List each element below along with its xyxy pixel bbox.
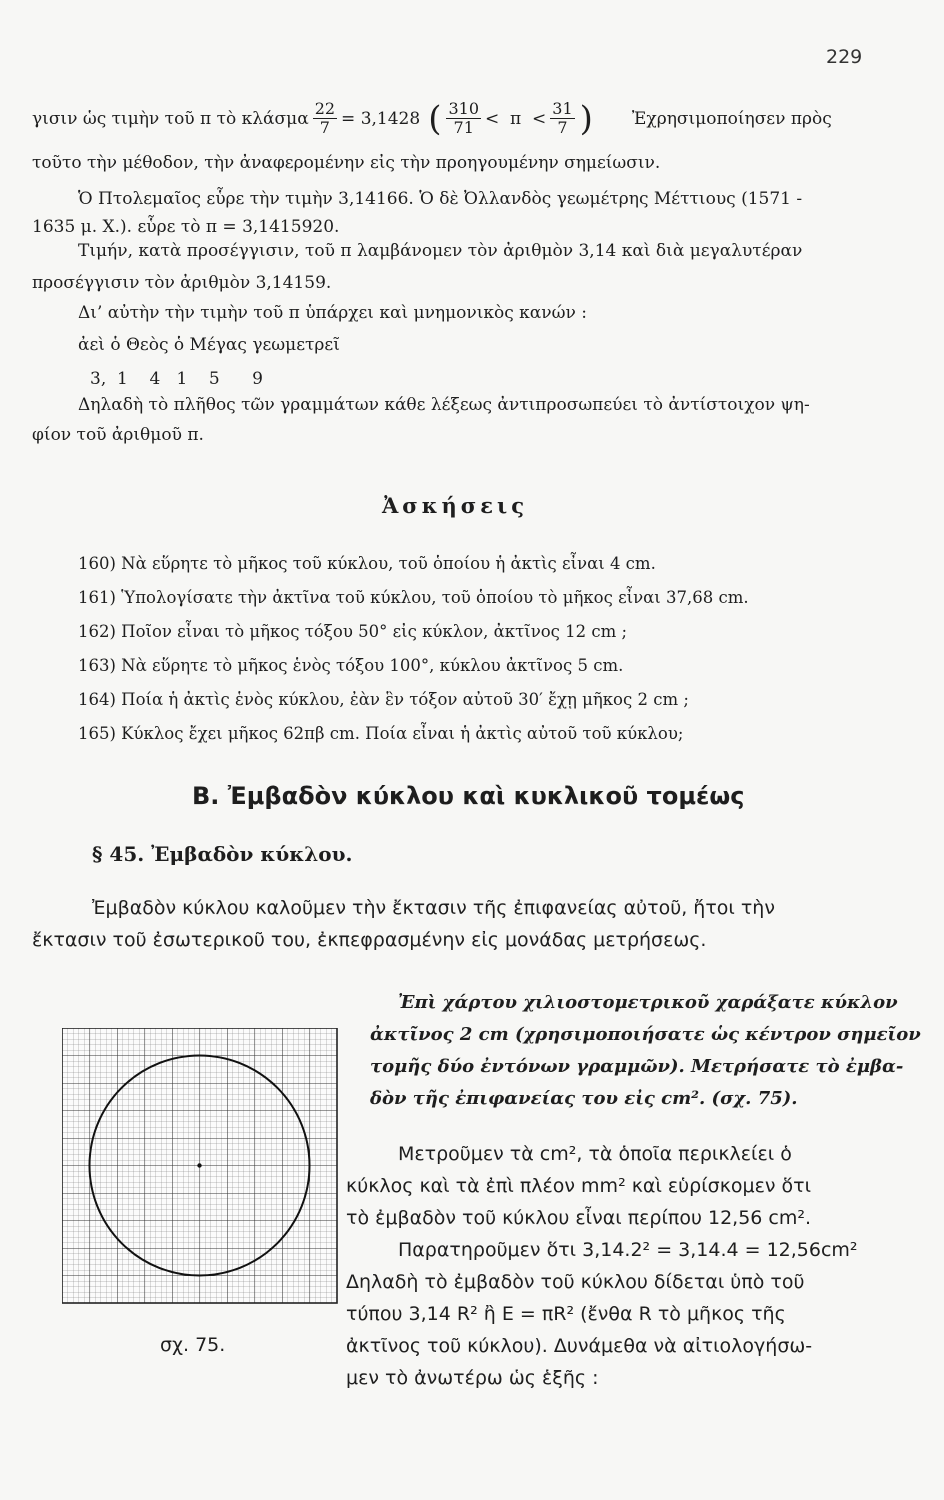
exercise-item: 162) Ποῖον εἶναι τὸ μῆκος τόξου 50° εἰς κύκλον, ἀκτῖνος 12 cm ;: [78, 622, 628, 641]
section-b-heading: Β. Ἐμβαδὸν κύκλου καὶ κυκλικοῦ τομέως: [192, 782, 745, 810]
section-45-heading: § 45. Ἐμβαδὸν κύκλου.: [92, 842, 353, 866]
body-line: Μετροῦμεν τὰ cm², τὰ ὁποῖα περικλείει ὁ: [398, 1143, 792, 1165]
right-paren: ): [579, 98, 593, 139]
body-line: μεν τὸ ἀνωτέρω ὡς ἑξῆς :: [346, 1367, 599, 1389]
fraction-310-71: $\frac{310}{71}$: [448, 99, 479, 137]
text-line: Τιμήν, κατὰ προσέγγισιν, τοῦ π λαμβάνομεν τὸν ἀριθμὸν 3,14 καὶ διὰ μεγαλυτέραν: [78, 241, 803, 261]
body-line: κύκλος καὶ τὰ ἐπὶ πλέον mm² καὶ εὑρίσκομεν ὅτι: [346, 1175, 812, 1197]
definition-line: Ἐμβαδὸν κύκλου καλοῦμεν τὴν ἔκτασιν τῆς ἐπιφανείας αὐτοῦ, ἤτοι τὴν: [92, 897, 775, 919]
figure-caption: σχ. 75.: [160, 1334, 226, 1356]
fraction-22-7: $\frac{22}{7}$: [314, 99, 336, 137]
pi-approximation-line: [32, 100, 832, 137]
body-line: Παρατηροῦμεν ὅτι 3,14.2² = 3,14.4 = 12,56cm²: [398, 1239, 858, 1261]
intro-text-start: γισιν ὡς τιμὴν τοῦ π τὸ κλάσμα: [32, 108, 309, 129]
instruction-line: ἀκτῖνος 2 cm (χρησιμοποιήσατε ὡς κέντρον σημεῖον: [370, 1024, 921, 1045]
instruction-line: τομῆς δύο ἐντόνων γραμμῶν). Μετρήσατε τὸ ἐμβα-: [370, 1056, 904, 1077]
body-line: τὸ ἐμβαδὸν τοῦ κύκλου εἶναι περίπου 12,56 cm².: [346, 1207, 812, 1229]
instruction-line: Ἐπὶ χάρτου χιλιοστομετρικοῦ χαράξατε κύκλον: [398, 992, 898, 1013]
exercises-heading: Ἀσκήσεις: [382, 493, 528, 518]
body-line: Δηλαδὴ τὸ ἐμβαδὸν τοῦ κύκλου δίδεται ὑπὸ τοῦ: [346, 1271, 805, 1293]
text-line: τοῦτο τὴν μέθοδον, τὴν ἀναφερομένην εἰς τὴν προηγουμένην σημείωσιν.: [32, 153, 661, 173]
text-line: Δηλαδὴ τὸ πλῆθος τῶν γραμμάτων κάθε λέξεως ἀντιπροσωπεύει τὸ ἀντίστοιχον ψη-: [78, 395, 810, 415]
definition-line: ἔκτασιν τοῦ ἐσωτερικοῦ του, ἐκπεφρασμένην εἰς μονάδας μετρήσεως.: [32, 929, 707, 951]
exercise-item: 161) Ὑπολογίσατε τὴν ἀκτῖνα τοῦ κύκλου, τοῦ ὁποίου τὸ μῆκος εἶναι 37,68 cm.: [78, 588, 749, 607]
approx-value: = 3,1428: [341, 108, 421, 129]
intro-text-end: Ἐχρησιμοποίησεν πρὸς: [631, 108, 832, 129]
text-line: Ὁ Πτολεμαῖος εὗρε τὴν τιμὴν 3,14166. Ὁ δὲ Ὀλλανδὸς γεωμέτρης Μέττιους (1571 -: [78, 189, 803, 209]
text-line: Δι’ αὐτὴν τὴν τιμὴν τοῦ π ὑπάρχει καὶ μνημονικὸς κανών :: [78, 303, 587, 323]
left-paren: (: [428, 98, 442, 139]
inequality: < π <: [485, 108, 547, 129]
millimeter-grid-circle-figure: [62, 1028, 338, 1304]
fraction-31-7: $\frac{31}{7}$: [552, 99, 573, 137]
mnemonic-phrase: ἀεὶ ὁ Θεὸς ὁ Μέγας γεωμετρεῖ: [78, 335, 340, 355]
body-line: τύπου 3,14 R² ἢ Ε = πR² (ἔνθα R τὸ μῆκος τῆς: [346, 1303, 786, 1325]
mnemonic-digits: 3, 1 4 1 5 9: [90, 369, 263, 389]
text-line: 1635 μ. Χ.). εὗρε τὸ π = 3,1415920.: [32, 217, 340, 237]
exercise-item: 160) Νὰ εὕρητε τὸ μῆκος τοῦ κύκλου, τοῦ ὁποίου ἡ ἀκτὶς εἶναι 4 cm.: [78, 554, 656, 573]
exercise-item: 165) Κύκλος ἔχει μῆκος 62πβ cm. Ποία εἶναι ἡ ἀκτὶς αὐτοῦ τοῦ κύκλου;: [78, 724, 684, 743]
exercise-item: 164) Ποία ἡ ἀκτὶς ἑνὸς κύκλου, ἐὰν ἓν τόξον αὐτοῦ 30′ ἔχῃ μῆκος 2 cm ;: [78, 690, 689, 709]
exercise-item: 163) Νὰ εὕρητε τὸ μῆκος ἑνὸς τόξου 100°, κύκλου ἀκτῖνος 5 cm.: [78, 656, 624, 675]
instruction-line: δὸν τῆς ἐπιφανείας του εἰς cm². (σχ. 75).: [370, 1088, 798, 1109]
page-number: 229: [826, 46, 863, 68]
text-line: προσέγγισιν τὸν ἀριθμὸν 3,14159.: [32, 273, 332, 293]
text-line: φίον τοῦ ἀριθμοῦ π.: [32, 425, 204, 445]
body-line: ἀκτῖνος τοῦ κύκλου). Δυνάμεθα νὰ αἰτιολογήσω-: [346, 1335, 813, 1357]
